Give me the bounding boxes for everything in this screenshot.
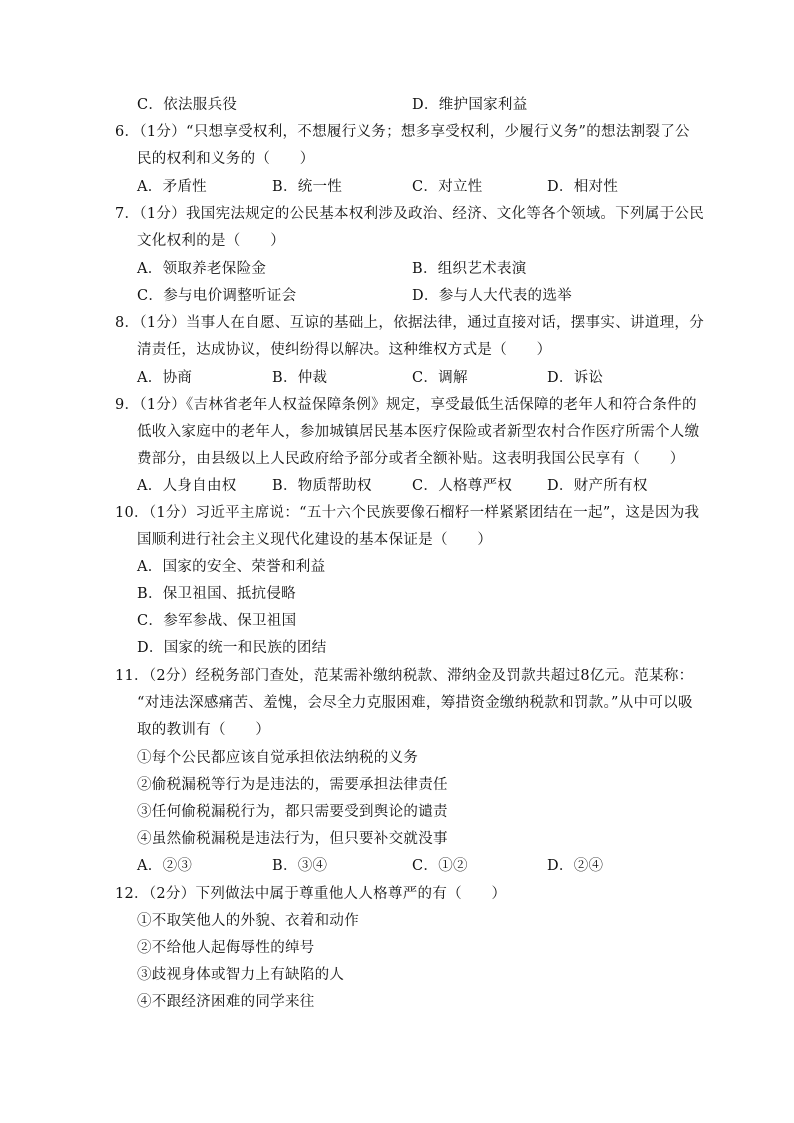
q9-stem-line2: 低收入家庭中的老年人，参加城镇居民基本医疗保险或者新型农村合作医疗所需个人缴 xyxy=(137,424,700,440)
q8-option-d: D．诉讼 xyxy=(547,370,604,386)
q7-stem-line1: 7．（1分）我国宪法规定的公民基本权利涉及政治、经济、文化等各个领域。下列属于公民 xyxy=(115,206,704,222)
q12-stem-line1: 12．（2分）下列做法中属于尊重他人人格尊严的有（ ） xyxy=(115,886,507,902)
q6-option-a: A．矛盾性 xyxy=(137,179,207,195)
q10-option-a: A．国家的安全、荣誉和利益 xyxy=(137,559,326,575)
q11-option-c: C．①② xyxy=(412,858,468,874)
q11-option-d: D．②④ xyxy=(547,858,604,874)
q9-option-d: D．财产所有权 xyxy=(547,478,648,494)
q5-option-c: C．依法服兵役 xyxy=(137,97,238,113)
q10-stem-line1: 10．（1分）习近平主席说：“五十六个民族要像石榴籽一样紧紧团结在一起”，这是因为我 xyxy=(115,505,700,521)
q8-stem-line1: 8．（1分）当事人在自愿、互谅的基础上，依据法律，通过直接对话，摆事实、讲道理，分 xyxy=(115,315,704,331)
q7-option-a: A．领取养老保险金 xyxy=(137,261,267,277)
q11-option-a: A．②③ xyxy=(137,858,193,874)
q6-option-b: B．统一性 xyxy=(272,179,343,195)
q9-stem-line1: 9．（1分）《吉林省老年人权益保障条例》规定，享受最低生活保障的老年人和符合条件的 xyxy=(115,397,697,413)
q12-statement-1: ①不取笑他人的外貌、衣着和动作 xyxy=(137,913,359,929)
q9-option-b: B．物质帮助权 xyxy=(272,478,372,494)
q10-option-d: D．国家的统一和民族的团结 xyxy=(137,640,327,656)
q7-stem-line2: 文化权利的是（ ） xyxy=(137,233,285,249)
q11-stem-line3: 取的教训有（ ） xyxy=(137,722,271,738)
q9-option-c: C．人格尊严权 xyxy=(412,478,513,494)
q10-option-c: C．参军参战、保卫祖国 xyxy=(137,613,297,629)
q11-stem-line2: “对违法深感痛苦、羞愧，会尽全力克服困难，筹措资金缴纳税款和罚款。”从中可以吸 xyxy=(137,695,693,711)
q6-option-d: D．相对性 xyxy=(547,179,619,195)
q10-stem-line2: 国顺利进行社会主义现代化建设的基本保证是（ ） xyxy=(137,532,493,548)
q6-option-c: C．对立性 xyxy=(412,179,483,195)
q11-statement-4: ④虽然偷税漏税是违法行为，但只要补交就没事 xyxy=(137,831,448,847)
q12-statement-3: ③歧视身体或智力上有缺陷的人 xyxy=(137,967,345,983)
q8-option-a: A．协商 xyxy=(137,370,193,386)
q6-stem-line2: 民的权利和义务的（ ） xyxy=(137,151,315,167)
q7-option-b: B．组织艺术表演 xyxy=(412,261,527,277)
q8-stem-line2: 清责任，达成协议，使纠纷得以解决。这种维权方式是（ ） xyxy=(137,342,552,358)
q12-statement-4: ④不跟经济困难的同学来往 xyxy=(137,994,315,1010)
q11-statement-2: ②偷税漏税等行为是违法的，需要承担法律责任 xyxy=(137,777,448,793)
q12-statement-2: ②不给他人起侮辱性的绰号 xyxy=(137,940,315,956)
q11-statement-3: ③任何偷税漏税行为，都只需要受到舆论的谴责 xyxy=(137,804,448,820)
q6-stem-line1: 6．（1分）“只想享受权利，不想履行义务；想多享受权利，少履行义务”的想法割裂了公 xyxy=(115,124,690,140)
q9-option-a: A．人身自由权 xyxy=(137,478,237,494)
q7-option-d: D．参与人大代表的选举 xyxy=(412,288,572,304)
q10-option-b: B．保卫祖国、抵抗侵略 xyxy=(137,586,296,602)
q11-option-b: B．③④ xyxy=(272,858,328,874)
q5-option-d: D．维护国家利益 xyxy=(412,97,528,113)
q11-statement-1: ①每个公民都应该自觉承担依法纳税的义务 xyxy=(137,750,419,766)
q7-option-c: C．参与电价调整听证会 xyxy=(137,288,297,304)
q8-option-c: C．调解 xyxy=(412,370,468,386)
q8-option-b: B．仲裁 xyxy=(272,370,328,386)
q11-stem-line1: 11．（2分）经税务部门查处，范某需补缴纳税款、滞纳金及罚款共超过8亿元。范某称： xyxy=(115,668,694,684)
q9-stem-line3: 费部分，由县级以上人民政府给予部分或者全额补贴。这表明我国公民享有（ ） xyxy=(137,451,685,467)
